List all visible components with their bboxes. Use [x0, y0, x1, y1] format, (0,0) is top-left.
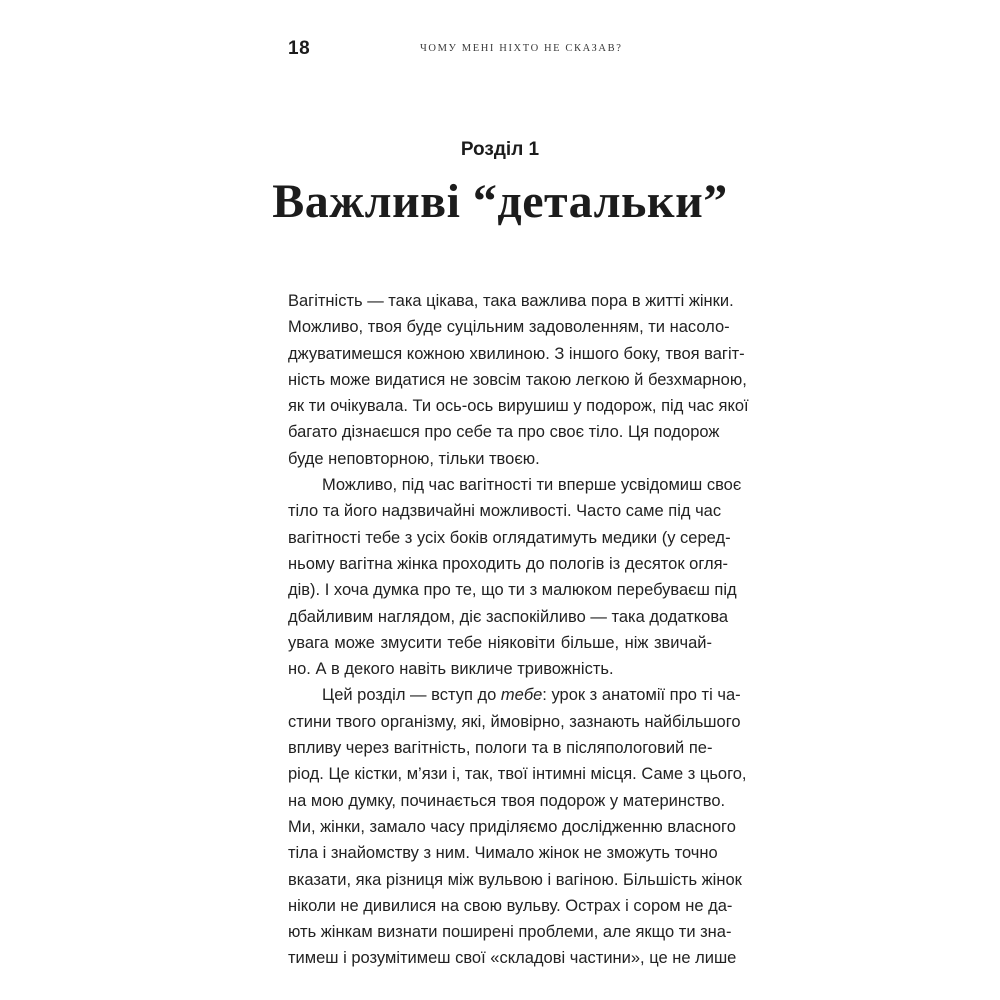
text-line: дів). І хоча думка про те, що ти з малюком перебуваєш під	[288, 581, 737, 600]
running-head: ЧОМУ МЕНІ НІХТО НЕ СКАЗАВ?	[420, 43, 623, 54]
text-line	[288, 682, 741, 708]
text-line: впливу через вагітність, пологи та в післяпологовий пе-	[288, 739, 713, 758]
text-line: Вагітність — така цікава, така важлива пора в житті жінки.	[288, 292, 734, 310]
text-line: но. А в декого навіть викличе тривожність.	[288, 660, 614, 679]
text-line: як ти очікувала. Ти ось-ось вирушиш у подорож, під час якої	[288, 397, 749, 416]
text-line: дбайливим наглядом, діє заспокійливо — така додаткова	[288, 607, 729, 626]
text-line: вказати, яка різниця між вульвою і вагіною. Більшість жінок	[288, 870, 742, 889]
page-number: 18	[288, 38, 311, 59]
text-line: Ми, жінки, замало часу приділяємо дослідженню власного	[288, 817, 736, 836]
text-line: тіло та його надзвичайні можливості. Часто саме під час	[288, 502, 722, 521]
text-line: ють жінкам визнати поширені проблеми, але якщо ти зна-	[288, 923, 732, 942]
text-fragment: Цей розділ —	[322, 686, 427, 705]
text-line: ріод. Це кістки, м’язи і, так, твої інтимні місця. Саме з цього,	[288, 765, 747, 784]
text-line: ньому вагітна жінка проходить до пологів із десяток огля-	[288, 554, 729, 573]
text-line: багато дізнаєшся про себе та про своє тіло. Ця подорож	[288, 423, 720, 442]
text-line: увага може змусити тебе ніяковіти більше, ніж звичай-	[288, 633, 712, 652]
text-line: тимеш і розумітимеш свої «складові частини», це не лише	[288, 949, 737, 968]
text-line: буде неповторною, тільки твоєю.	[288, 449, 540, 468]
text-fragment: вступ до	[431, 686, 497, 705]
text-line: тіла і знайомству з ним. Чимало жінок не зможуть точно	[288, 844, 718, 863]
text-line: стини твого організму, які, ймовірно, зазнають найбільшого	[288, 712, 741, 731]
text-line: Можливо, твоя буде суцільним задоволенням, ти насоло-	[288, 318, 730, 337]
text-line: Можливо, під час вагітності ти вперше усвідомиш своє	[322, 476, 742, 495]
text-line: на мою думку, починається твоя подорож у материнство.	[288, 791, 726, 810]
text-line: ність може видатися не зовсім такою легкою й безхмарною,	[288, 370, 747, 389]
text-line: ніколи не дивилися на свою вульву. Острах і сором не да-	[288, 896, 733, 915]
chapter-label: Розділ 1	[460, 139, 540, 160]
body-text	[288, 288, 749, 972]
text-fragment: : урок з анатомії про ті ча-	[542, 686, 741, 705]
text-line: вагітності тебе з усіх боків оглядатимуть медики (у серед-	[288, 528, 731, 547]
text-line: джуватимешся кожною хвилиною. З іншого боку, твоя вагіт-	[288, 344, 745, 363]
chapter-title: Важливі “детальки”	[272, 175, 728, 228]
emphasis-text: тебе	[500, 686, 543, 705]
